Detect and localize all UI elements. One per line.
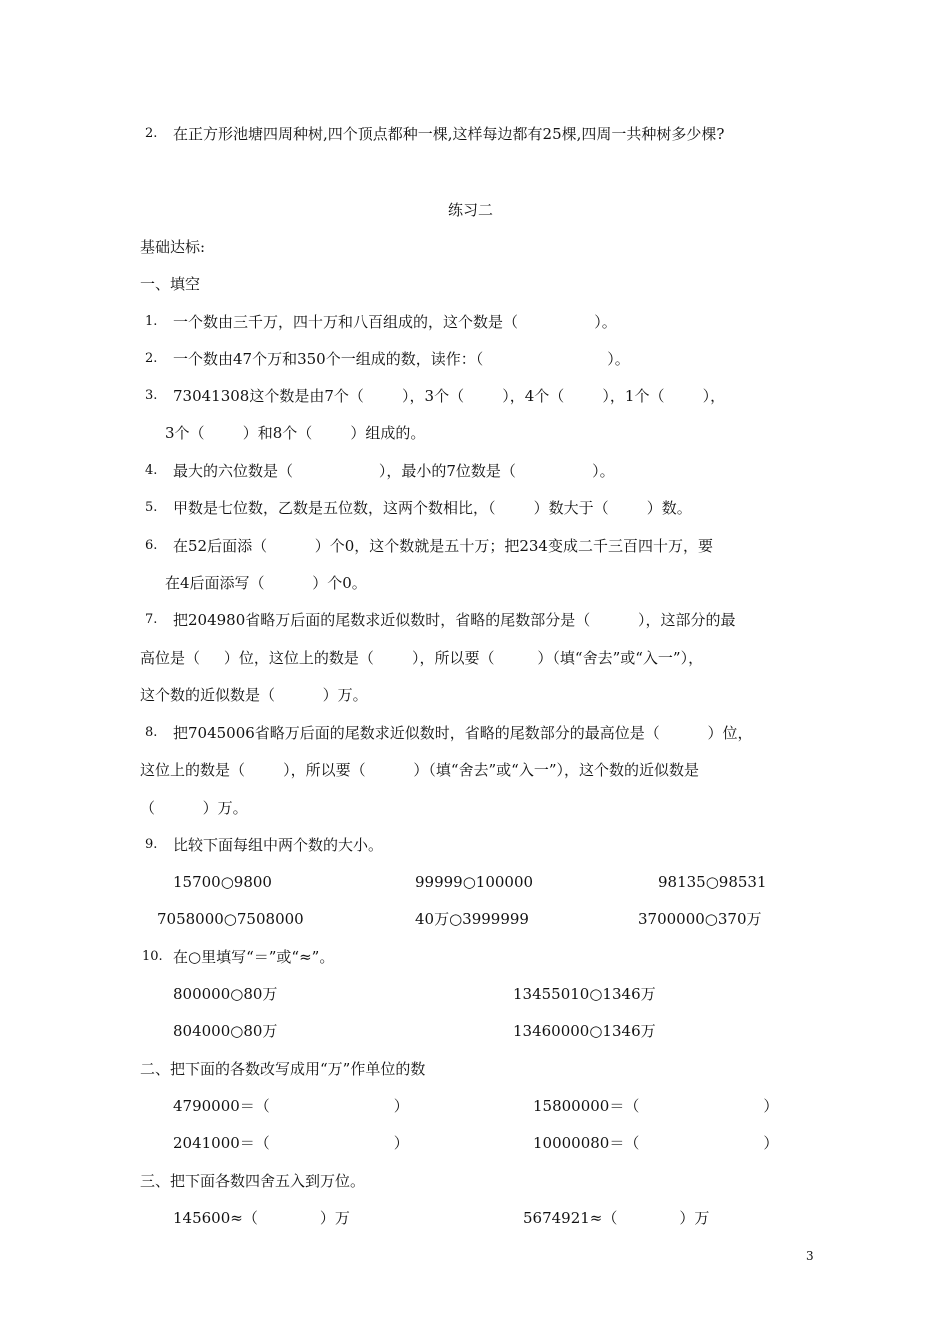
item-text: 最大的六位数是（ ），最小的7位数是（ ）。 xyxy=(173,462,615,480)
item-number: 4. xyxy=(145,463,158,478)
item-number: 2. xyxy=(145,351,158,366)
question-number: 2. xyxy=(145,126,158,141)
subsection-label: 基础达标: xyxy=(140,238,206,256)
rewrite-cell: 10000080＝（ ） xyxy=(533,1134,779,1152)
compare-cell: 804000○80万 xyxy=(173,1022,278,1040)
item-text: （ ）万。 xyxy=(140,799,248,817)
item-text: 在52后面添（ ）个0，这个数就是五十万；把234变成二千三百四十万，要 xyxy=(173,537,713,555)
compare-cell: 7058000○7508000 xyxy=(157,910,304,928)
item-number: 3. xyxy=(145,388,158,403)
rewrite-cell: 4790000＝（ ） xyxy=(173,1097,409,1115)
item-text: 在4后面添写（ ）个0。 xyxy=(165,574,367,592)
item-text: 甲数是七位数，乙数是五位数，这两个数相比，（ ）数大于（ ）数。 xyxy=(173,499,692,517)
item-text: 把204980省略万后面的尾数求近似数时，省略的尾数部分是（ ），这部分的最 xyxy=(173,611,736,629)
section-title: 练习二 xyxy=(448,201,494,219)
round-cell: 5674921≈（ ）万 xyxy=(523,1209,710,1227)
item-number: 6. xyxy=(145,538,158,553)
item-number: 7. xyxy=(145,612,158,627)
item-text: 把7045006省略万后面的尾数求近似数时，省略的尾数部分的最高位是（ ）位， xyxy=(173,724,753,742)
item-text: 高位是（ ）位，这位上的数是（ ），所以要（ ）（填“舍去”或“入一”）， xyxy=(140,649,704,667)
part-heading: 一、填空 xyxy=(140,275,201,293)
page-number: 3 xyxy=(806,1249,814,1263)
compare-cell: 13460000○1346万 xyxy=(513,1022,656,1040)
item-number: 1. xyxy=(145,314,158,329)
round-cell: 145600≈（ ）万 xyxy=(173,1209,350,1227)
item-text: 73041308这个数是由7个（ ），3个（ ），4个（ ），1个（ ）， xyxy=(173,387,726,405)
item-text: 这位上的数是（ ），所以要（ ）（填“舍去”或“入一”），这个数的近似数是 xyxy=(140,761,700,779)
item-text: 一个数由47个万和350个一组成的数，读作：（ ）。 xyxy=(173,350,630,368)
item-number: 10. xyxy=(142,949,163,964)
compare-cell: 98135○98531 xyxy=(658,873,767,891)
compare-cell: 800000○80万 xyxy=(173,985,278,1003)
question-text: 在正方形池塘四周种树,四个顶点都种一棵,这样每边都有25棵,四周一共种树多少棵? xyxy=(173,125,725,143)
part-heading: 三、把下面各数四舍五入到万位。 xyxy=(140,1172,366,1190)
rewrite-cell: 15800000＝（ ） xyxy=(533,1097,779,1115)
compare-cell: 40万○3999999 xyxy=(415,910,529,928)
compare-cell: 3700000○370万 xyxy=(638,910,762,928)
item-number: 8. xyxy=(145,725,158,740)
item-number: 5. xyxy=(145,500,158,515)
compare-cell: 99999○100000 xyxy=(415,873,534,891)
rewrite-cell: 2041000＝（ ） xyxy=(173,1134,409,1152)
compare-cell: 15700○9800 xyxy=(173,873,272,891)
item-text: 比较下面每组中两个数的大小。 xyxy=(173,836,384,854)
item-text: 在○里填写“＝”或“≈”。 xyxy=(173,948,335,966)
item-text: 一个数由三千万，四十万和八百组成的，这个数是（ ）。 xyxy=(173,313,617,331)
item-text: 3个（ ）和8个（ ）组成的。 xyxy=(165,424,426,442)
part-heading: 二、把下面的各数改写成用“万”作单位的数 xyxy=(140,1060,426,1078)
compare-cell: 13455010○1346万 xyxy=(513,985,656,1003)
item-number: 9. xyxy=(145,837,158,852)
item-text: 这个数的近似数是（ ）万。 xyxy=(140,686,368,704)
